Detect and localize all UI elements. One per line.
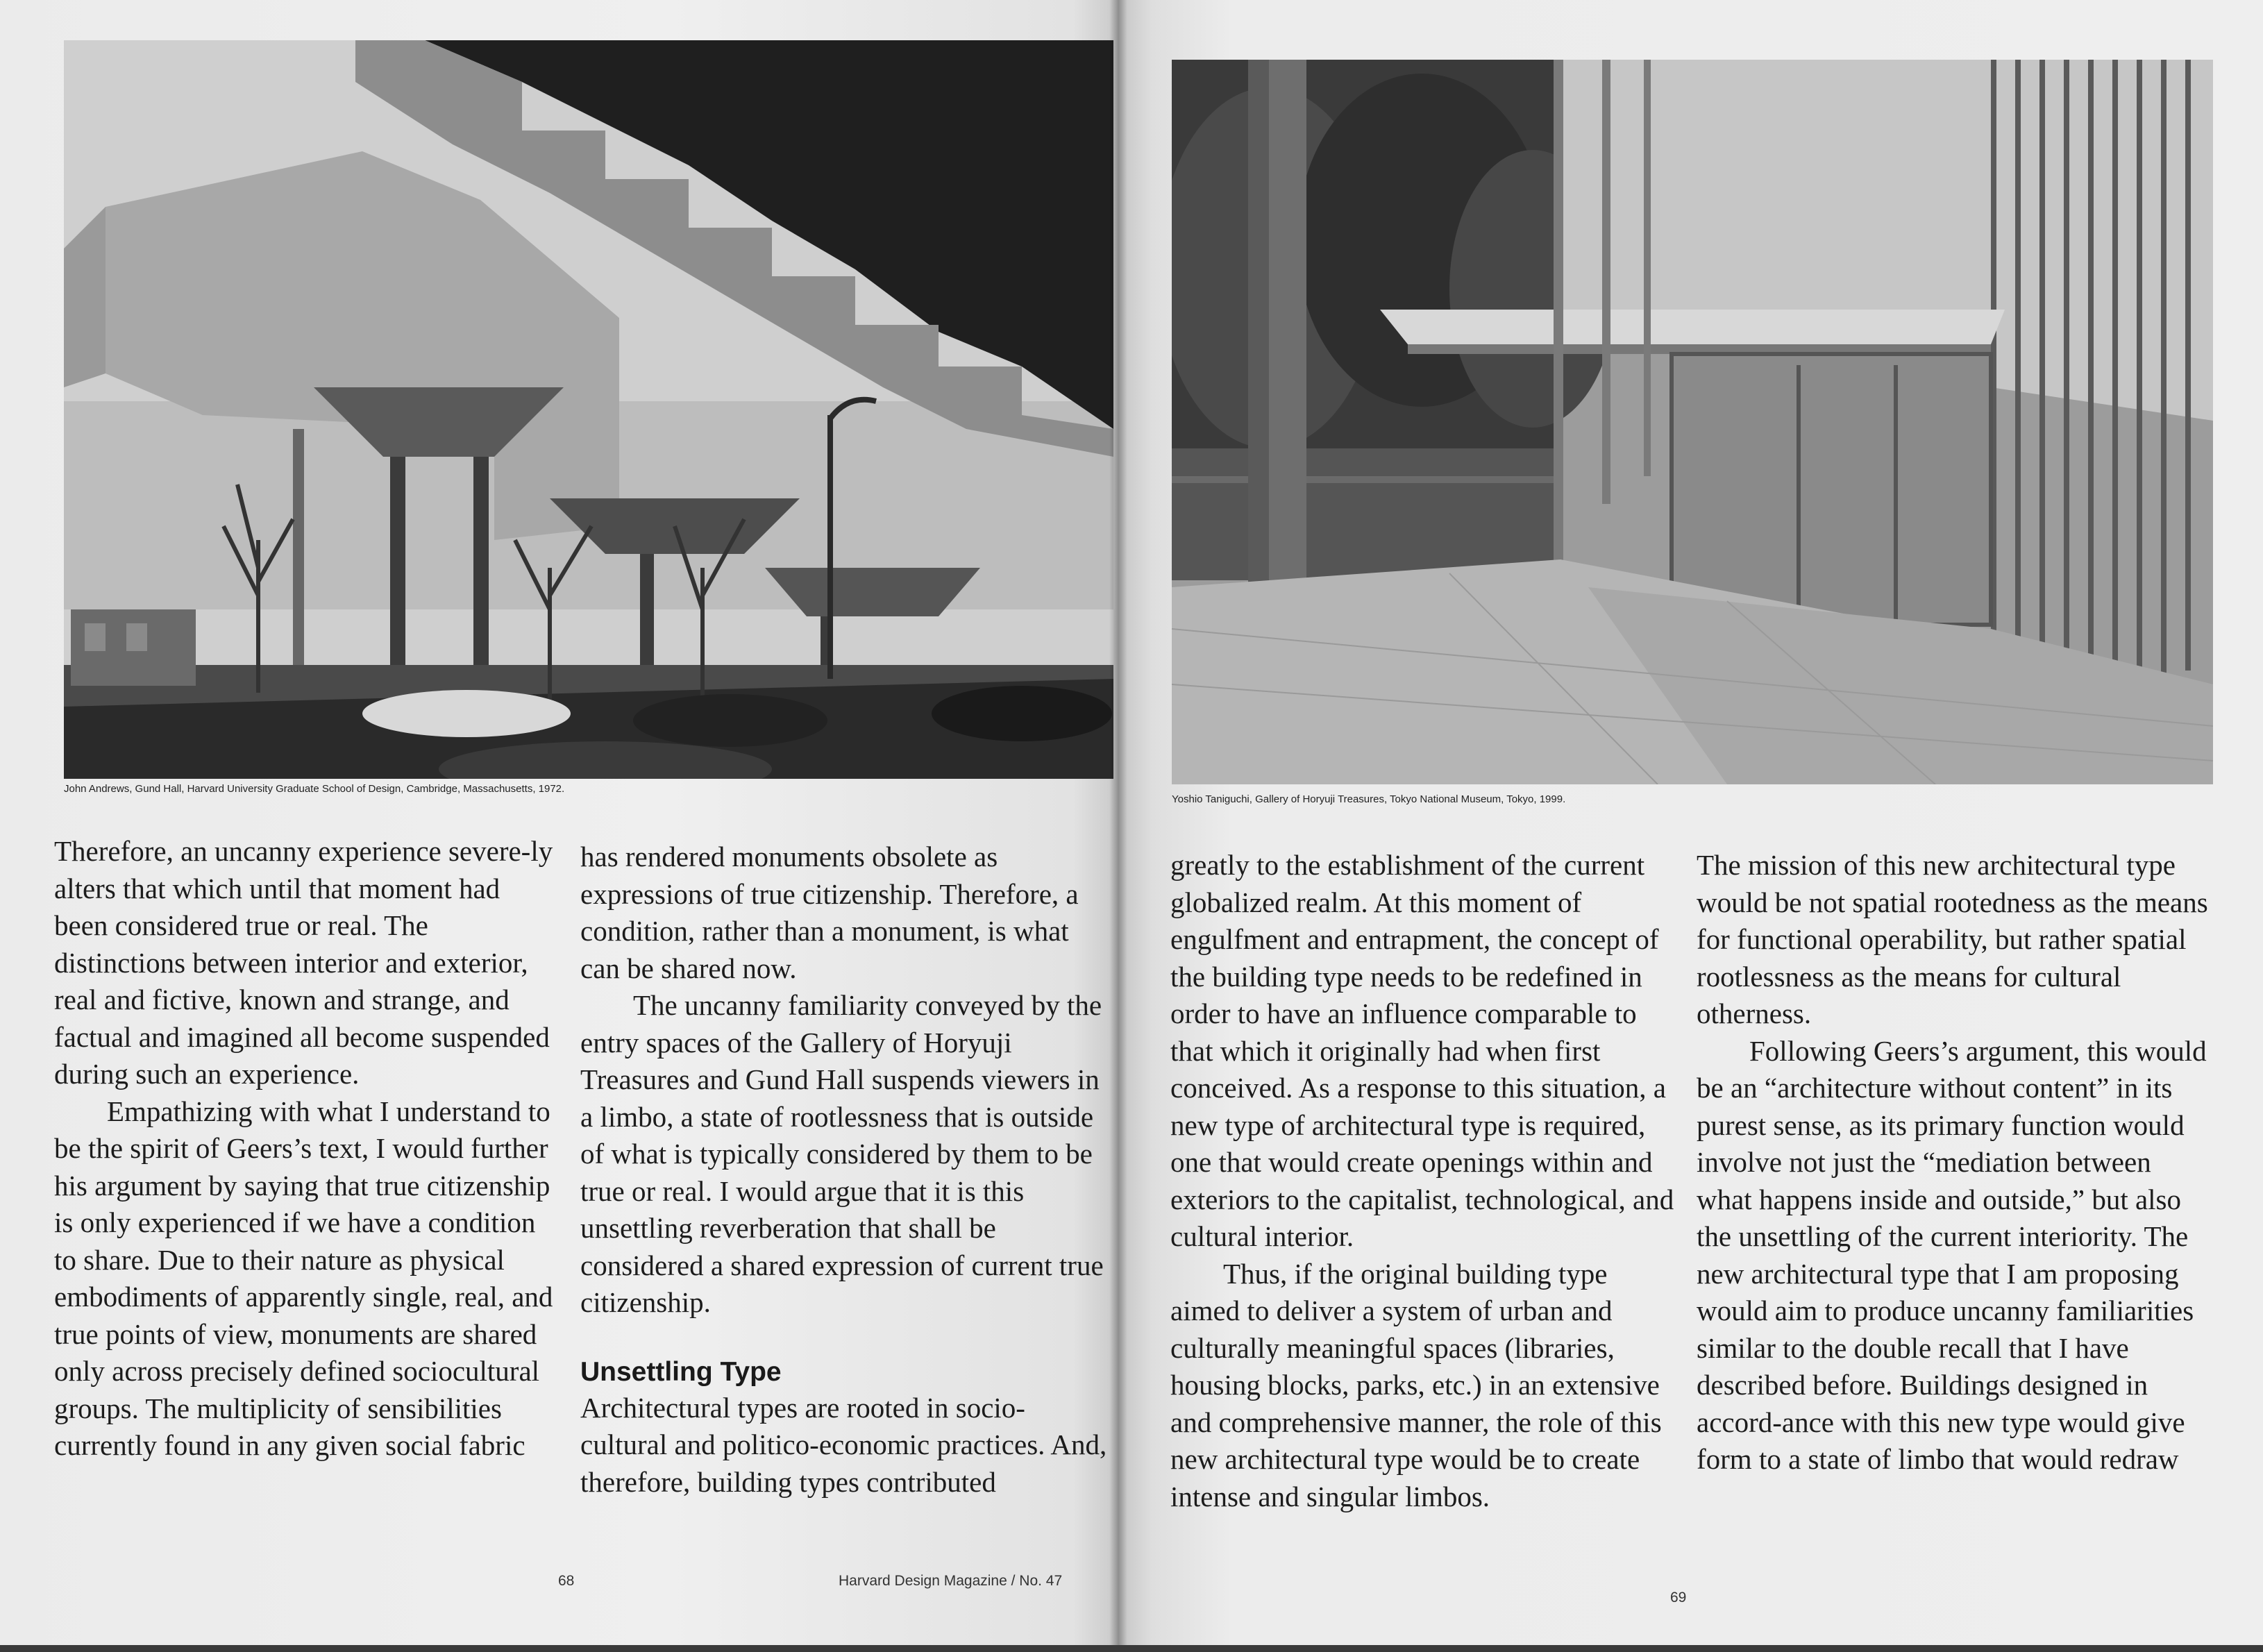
paragraph: Following Geers’s argument, this would be an “architecture without content” in its purest sense, as its primary function would involve not just the “mediation between what happens inside and outside,” but also the unsettling of the current interiority. The new architectural type that I am proposing would aim to produce uncanny familiarities similar to the double recall that I have described before. Buildings designed in accord-ance with this new type would give form to a state of limbo that would redraw xyxy=(1697,1034,2207,1475)
horyuji-gallery-photo-icon xyxy=(1172,60,2213,784)
paragraph: Therefore, an uncanny experience severe-ly alters that which until that moment had been considered true or real. The distinctions between interior and exterior, real and fictive, known and strange, and factual and imagined all become suspended during such an experience. xyxy=(54,835,553,1090)
book-gutter xyxy=(1109,0,1127,1652)
page-number-left: 68 xyxy=(558,1573,575,1589)
paragraph: The uncanny familiarity conveyed by the entry spaces of the Gallery of Horyuji Treasures and Gund Hall suspends viewers in a limbo, a state of rootlessness that is outside of what is typically considered by them to be true or real. I would argue that it is this unsettling reverberation that shall be considered a shared expression of current true citizenship. xyxy=(580,989,1104,1318)
page-number-right: 69 xyxy=(1670,1590,1687,1605)
scan-bottom-edge xyxy=(0,1645,2263,1652)
horyuji-gallery-photo xyxy=(1172,60,2213,784)
paragraph: Thus, if the original building type aimed to deliver a system of urban and culturally meaningful spaces (libraries, housing blocks, parks, etc.) in an extensive and comprehensive manner, the role of this new architectural type would be to create intense and singular limbos. xyxy=(1170,1257,1662,1512)
horyuji-gallery-caption: Yoshio Taniguchi, Gallery of Horyuji Treasures, Tokyo National Museum, Tokyo, 1999. xyxy=(1172,793,1566,805)
gund-hall-caption: John Andrews, Gund Hall, Harvard University Graduate School of Design, Cambridge, Massachusetts, 1972. xyxy=(64,783,565,795)
running-footer: Harvard Design Magazine / No. 47 xyxy=(839,1573,1063,1589)
section-heading: Unsettling Type xyxy=(580,1356,782,1387)
paragraph: greatly to the establishment of the current globalized realm. At this moment of engulfment and entrapment, the concept of the building type needs to be redefined in order to have an influence comparable to that which it originally had when first conceived. As a response to this situation, a new type of architectural type is required, one that would create openings within and exteriors to the capitalist, technological, and cultural interior. xyxy=(1170,849,1674,1252)
text-column-4 xyxy=(1697,847,2210,1478)
text-column-3 xyxy=(1170,847,1677,1515)
paragraph: Architectural types are rooted in socio-cultural and politico-economic practices. And, therefore, building types contributed xyxy=(580,1391,1107,1498)
paragraph: Empathizing with what I understand to be the spirit of Geers’s text, I would further his argument by saying that true citizenship is only experienced if we have a condition to share. Due to their nature as physical embodiments of apparently single, real, and true points of view, monuments are shared only across precisely defined sociocultural groups. The multiplicity of sensibilities currently found in any given social fabric xyxy=(54,1095,553,1461)
text-column-2 xyxy=(580,838,1108,1501)
gund-hall-photo-icon xyxy=(64,40,1113,779)
left-page xyxy=(0,0,1118,1652)
right-page xyxy=(1118,0,2263,1652)
paragraph: The mission of this new architectural type would be not spatial rootedness as the means for functional operability, but rather spatial rootlessness as the means for cultural otherness. xyxy=(1697,849,2208,1029)
gund-hall-photo xyxy=(64,40,1113,779)
paragraph: has rendered monuments obsolete as expressions of true citizenship. Therefore, a condition, rather than a monument, is what can be shared now. xyxy=(580,841,1079,984)
text-column-1 xyxy=(54,833,554,1465)
